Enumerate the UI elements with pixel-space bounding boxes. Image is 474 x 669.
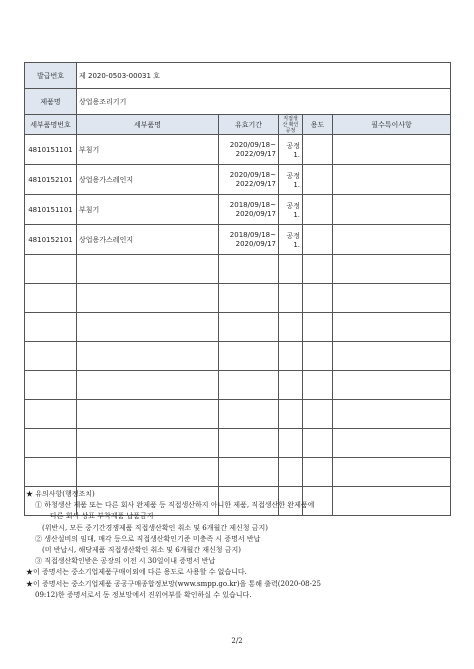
detail-name-cell: 상업용가스레인지 (77, 165, 219, 195)
detail-number-cell: 4810151101 (25, 195, 77, 225)
valid-period-header: 유효기간 (219, 115, 279, 135)
product-name-value: 상업용조리기기 (77, 89, 451, 115)
note-item-1-line-2: 다른 회사 상표 부착제품 납품금지 (50, 512, 154, 521)
empty-row (25, 313, 451, 342)
product-name-label: 제품명 (25, 89, 77, 115)
special-notes-cell (333, 165, 451, 195)
table-row (25, 195, 451, 225)
detail-number-cell: 4810152101 (25, 225, 77, 255)
period-start: 2020/09/18~ (229, 140, 276, 149)
column-header-row (25, 115, 451, 135)
purpose-cell (303, 195, 333, 225)
issue-number-row (25, 63, 451, 89)
period-end: 2020/09/17 (235, 239, 276, 248)
special-notes-cell (333, 225, 451, 255)
note-item-1-line-1: ① 하청생산 제품 또는 다른 회사 완제품 등 직접생산하지 아니한 제품, 직접생산한 완제품에 (35, 501, 315, 510)
empty-row (25, 371, 451, 400)
note-item-2-line-2: (미 반납시, 해당제품 직접생산확인 취소 및 6개월간 재신청 금지) (42, 546, 241, 555)
special-notes-cell (333, 195, 451, 225)
detail-name-cell: 부침기 (77, 135, 219, 165)
valid-period-cell (219, 195, 279, 225)
confirm-method-cell: 공정1. (279, 225, 303, 255)
purpose-cell (303, 225, 333, 255)
certificate-table (24, 62, 451, 516)
detail-name-cell: 상업용가스레인지 (77, 225, 219, 255)
notes-section (26, 489, 456, 601)
period-end: 2022/09/17 (235, 179, 276, 188)
detail-number-cell: 4810151101 (25, 135, 77, 165)
special-notes-cell (333, 135, 451, 165)
page-number: 2/2 (231, 637, 243, 645)
verification-note-line-2: 09:12)한 증명서로서 동 정보망에서 진위여부를 확인하실 수 있습니다. (35, 590, 252, 599)
period-start: 2018/09/18~ (229, 200, 276, 209)
empty-row (25, 284, 451, 313)
purpose-cell (303, 135, 333, 165)
empty-row (25, 400, 451, 429)
period-end: 2022/09/17 (235, 149, 276, 158)
note-item-2-line-1: ② 생산설비의 임대, 매각 등으로 직접생산확인기준 미충족 시 증명서 반납 (35, 534, 261, 543)
purpose-header: 용도 (303, 115, 333, 135)
confirm-method-cell: 공정1. (279, 135, 303, 165)
empty-row (25, 458, 451, 487)
issue-number-value: 제 2020-0503-00031 호 (77, 63, 451, 89)
confirm-method-header: 직접생산 확인공정 (279, 115, 303, 135)
detail-number-cell: 4810152101 (25, 165, 77, 195)
period-start: 2018/09/18~ (229, 230, 276, 239)
issue-number-label: 발급번호 (25, 63, 77, 89)
period-end: 2020/09/17 (235, 209, 276, 218)
empty-row (25, 429, 451, 458)
product-name-row (25, 89, 451, 115)
notes-title: ★ 유의사항(행정조치) (26, 490, 95, 498)
note-item-3-line-1: ③ 직접생산확인받은 공장의 이전 시 30일이내 증명서 반납 (35, 557, 216, 566)
empty-row (25, 255, 451, 284)
confirm-method-cell: 공정1. (279, 195, 303, 225)
detail-name-cell: 부침기 (77, 195, 219, 225)
verification-note-line-1: ★이 증명서는 중소기업제품 공공구매종합정보망(www.smpp.go.kr)을 통해 출력(2020-08-25 (26, 579, 321, 588)
confirm-method-cell: 공정1. (279, 165, 303, 195)
table-row (25, 165, 451, 195)
note-item-1-line-3: (위반시, 모든 중기간경쟁제품 직접생산확인 취소 및 6개월간 제신청 금지) (42, 523, 269, 532)
special-notes-header: 필수특이사항 (333, 115, 451, 135)
usage-restriction-note: ★이 증명서는 중소기업제품구매이외에 다른 용도로 사용할 수 없습니다. (26, 568, 247, 577)
valid-period-cell (219, 225, 279, 255)
detail-name-header: 세부품명 (77, 115, 219, 135)
valid-period-cell (219, 135, 279, 165)
detail-number-header: 세부품명번호 (25, 115, 77, 135)
empty-row (25, 342, 451, 371)
table-row (25, 135, 451, 165)
valid-period-cell (219, 165, 279, 195)
period-start: 2020/09/18~ (229, 170, 276, 179)
table-row (25, 225, 451, 255)
purpose-cell (303, 165, 333, 195)
